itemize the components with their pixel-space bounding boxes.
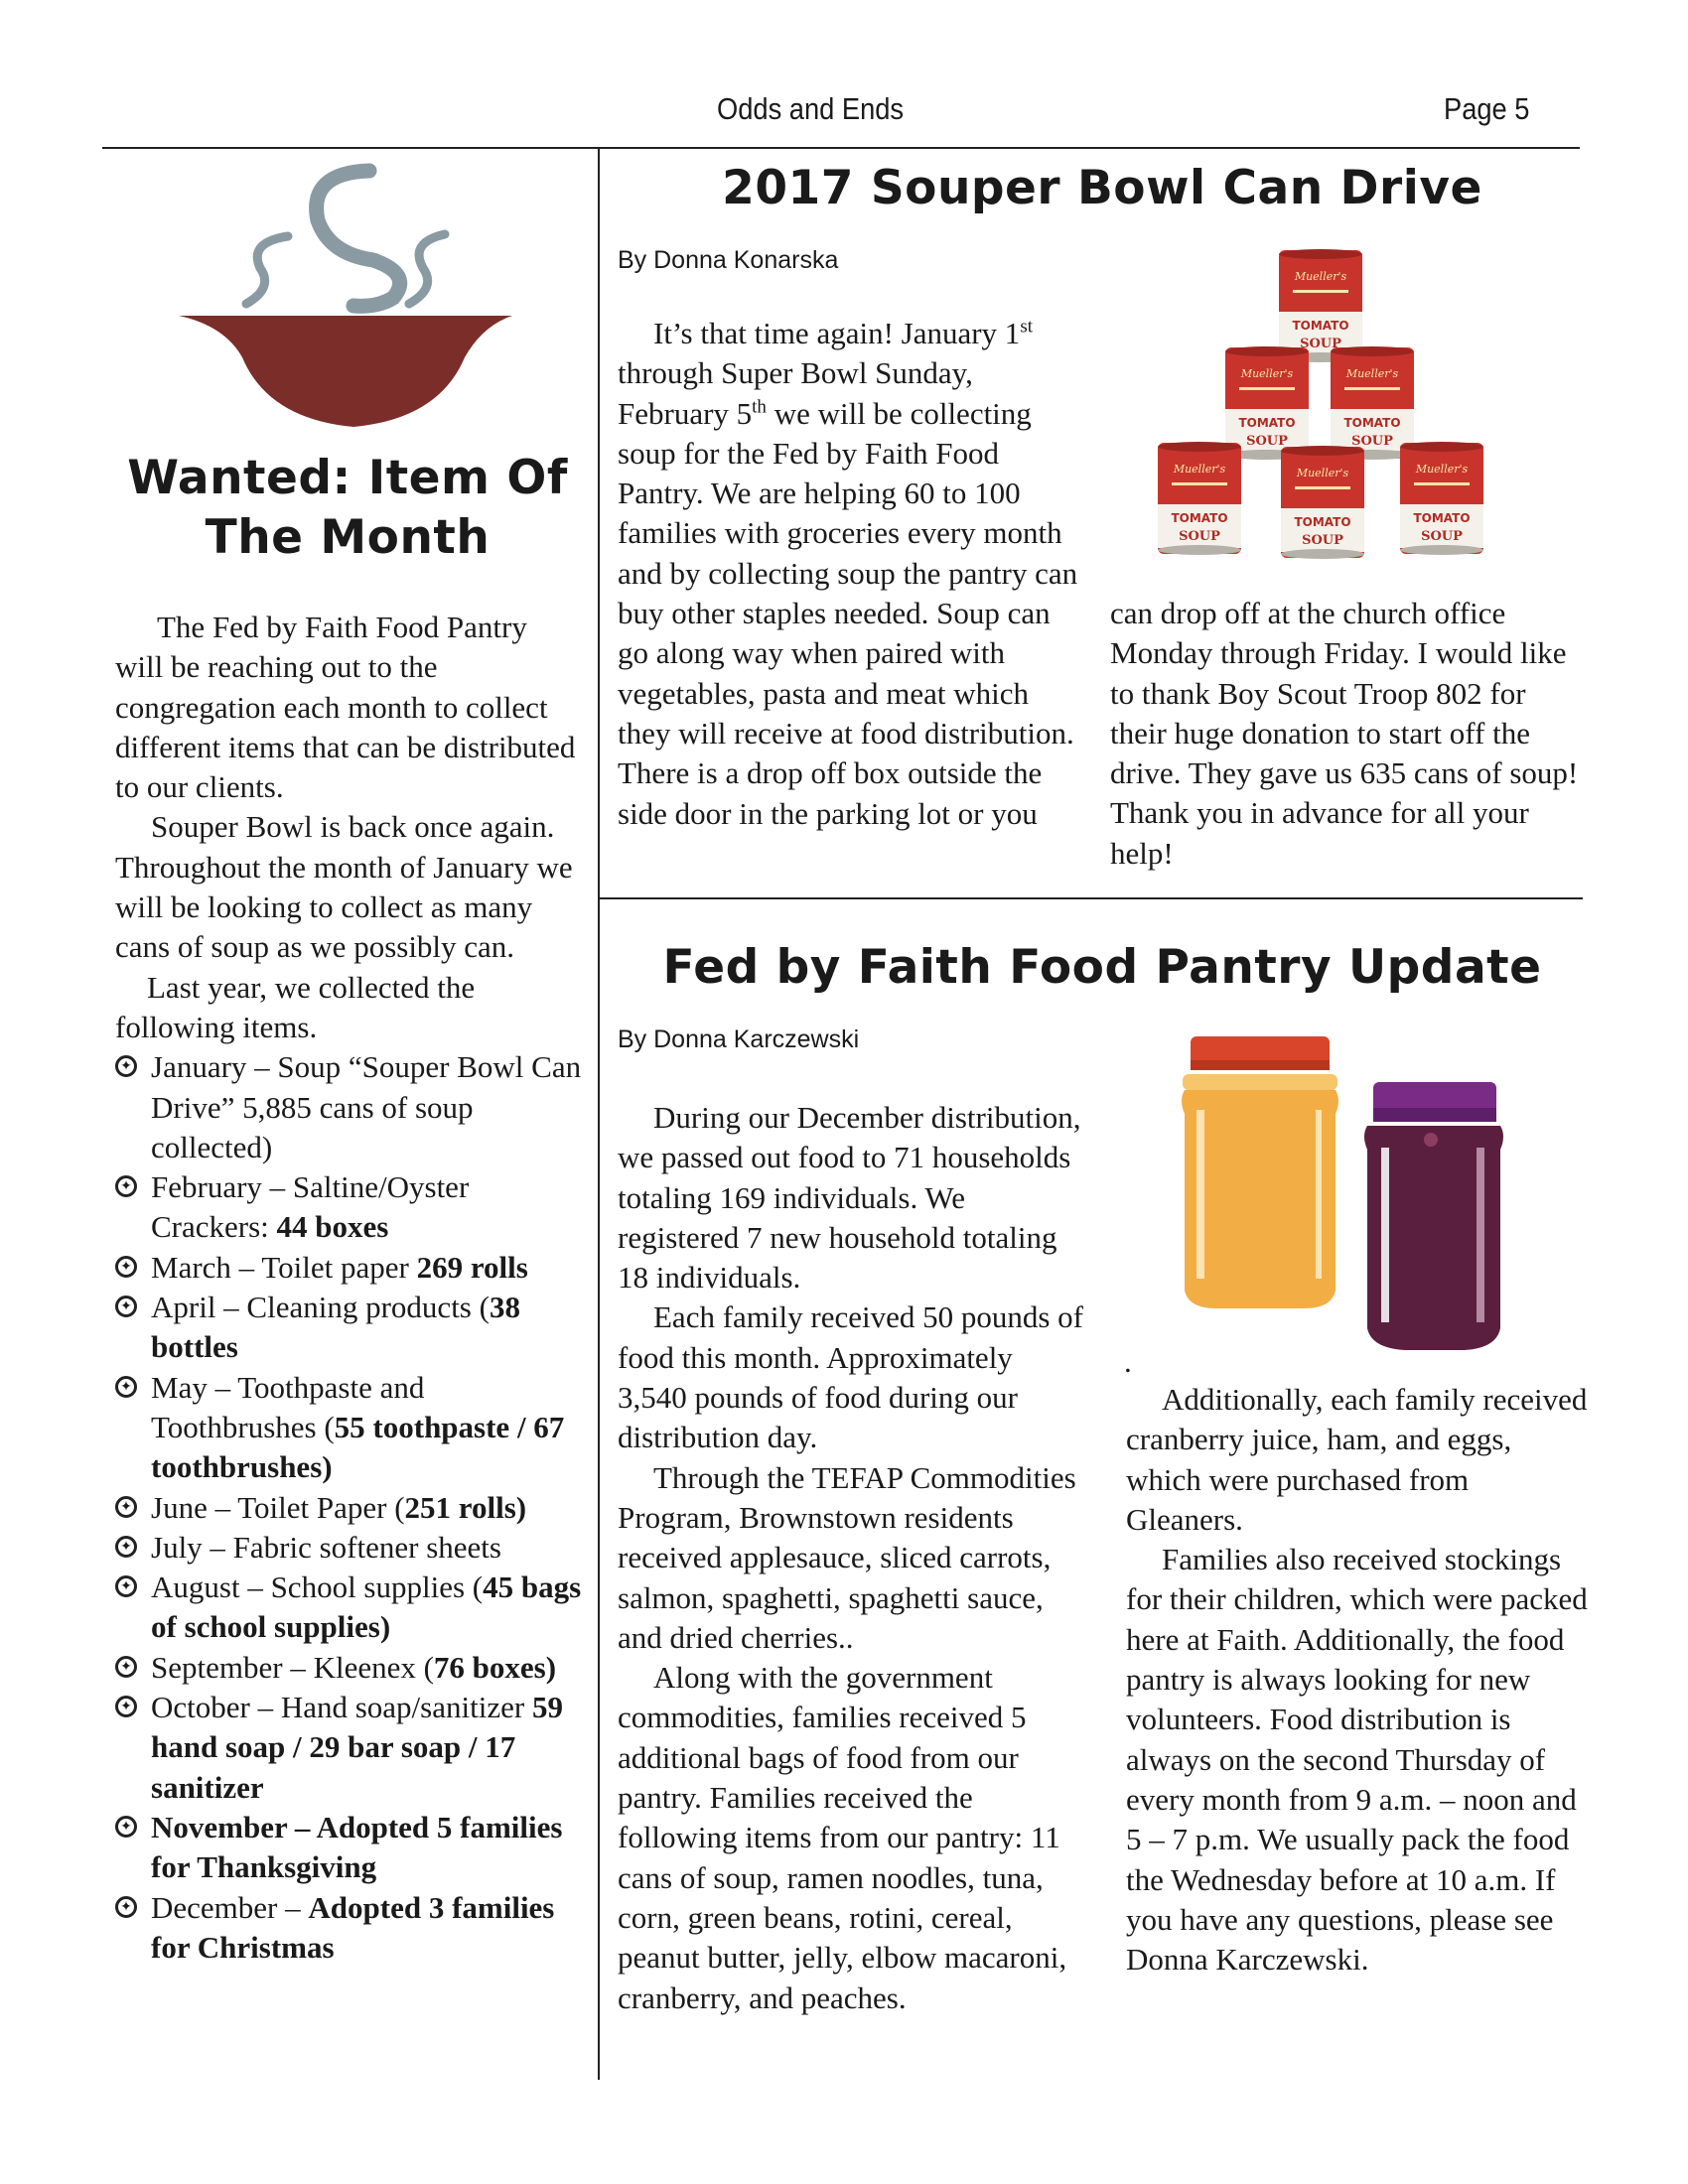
left-title-line2: The Month (205, 510, 491, 565)
list-item: ✦ June – Toilet Paper (251 rolls) (115, 1488, 582, 1528)
article1-paragraph-2: can drop off at the church office Monday through Friday. I would like to thank Boy Scout Troop 802 for their huge donation to start off the drive. They gave us 635 cans of soup! Thank you in advance for all your help! (1110, 596, 1579, 871)
column-divider (598, 149, 600, 2080)
article2-column-1 (618, 1098, 1084, 2018)
star-bullet-icon: ✦ (115, 1055, 137, 1077)
running-header-title: Odds and Ends (717, 91, 905, 126)
left-column-body (115, 608, 582, 1968)
soup-can-icon (1400, 442, 1483, 555)
soup-can-pyramid-icon: Mueller's TOMATO SOUP (1152, 248, 1489, 568)
left-paragraph-3: Last year, we collected the following items. (115, 969, 476, 1044)
star-bullet-icon: ✦ (115, 1256, 137, 1278)
star-bullet-icon: ✦ (115, 1816, 137, 1838)
star-bullet-icon: ✦ (115, 1536, 137, 1558)
peanut-butter-jelly-jars-icon (1177, 1030, 1504, 1358)
header-rule (102, 147, 1580, 149)
star-bullet-icon: ✦ (115, 1175, 137, 1197)
article1-column-1 (618, 314, 1084, 834)
star-bullet-icon: ✦ (115, 1376, 137, 1398)
left-paragraph-1: The Fed by Faith Food Pantry will be reaching out to the congregation each month to collect different items that can be distributed to our clients. (115, 610, 576, 805)
list-item: ✦ February – Saltine/Oyster Crackers: 44 boxes (115, 1167, 582, 1248)
soup-can-icon (1281, 446, 1364, 559)
star-bullet-icon: ✦ (115, 1575, 137, 1597)
star-bullet-icon: ✦ (115, 1896, 137, 1918)
list-item: ✦ March – Toilet paper 269 rolls (115, 1248, 582, 1288)
soup-bowl-icon (179, 159, 516, 437)
article1-paragraph-1: It’s that time again! January 1st through Super Bowl Sunday, February 5th we will be collecting soup for the Fed by Faith Food Pantry. We are helping 60 to 100 families with groceries every month and by collecting soup the pantry can buy other staples needed. Soup can go along way when paired with vegetables, pasta and meat which they will receive at food distribution. There is a drop off box outside the side door in the parking lot or you (618, 316, 1078, 831)
collected-items-list (115, 1047, 582, 1968)
article1-byline: By Donna Konarska (618, 246, 839, 274)
soup-can-icon (1225, 346, 1309, 460)
article2-paragraph-6: Families also received stockings for their children, which were packed here at Faith. Additionally, the food pantry is always looking for new volunteers. Food distribution is always on the second Thursday of every month from 9 a.m. – noon and 5 – 7 p.m. We usually pack the food the Wednesday before at 10 a.m. If you have any questions, please see Donna Karczewski. (1126, 1542, 1588, 1978)
list-item: ✦ December – Adopted 3 families for Christmas (115, 1888, 582, 1969)
soup-can-icon (1331, 346, 1414, 460)
article2-paragraph-4: Along with the government commodities, families received 5 additional bags of food from our pantry. Families received the following items from our pantry: 11 cans of soup, ramen noodles, tuna, corn, green beans, rotini, cereal, peanut butter, jelly, elbow macaroni, cranberry, and peaches. (618, 1660, 1067, 2015)
list-item: ✦ August – School supplies (45 bags of school supplies) (115, 1568, 582, 1648)
left-column-title (115, 449, 580, 568)
article2-paragraph-3: Through the TEFAP Commodities Program, Brownstown residents received applesauce, sliced carrots, salmon, spaghetti, spaghetti sauce, and dried cherries.. (618, 1459, 1076, 1655)
left-paragraph-2: Souper Bowl is back once again. Throughout the month of January we will be looking to collect as many cans of soup as we possibly can. (115, 809, 573, 965)
article2-paragraph-5: Additionally, each family received cranberry juice, ham, and eggs, which were purchased from Gleaners. (1126, 1382, 1588, 1537)
article2-paragraph-1: During our December distribution, we passed out food to 71 households totaling 169 individuals. We registered 7 new household totaling 18 individuals. (618, 1100, 1081, 1296)
article2-paragraph-2: Each family received 50 pounds of food this month. Approximately 3,540 pounds of food during our distribution day. (618, 1299, 1083, 1455)
page-number: Page 5 (1444, 91, 1530, 126)
star-bullet-icon: ✦ (115, 1296, 137, 1317)
left-title-line1: Wanted: Item Of (127, 451, 568, 505)
soup-can-icon (1279, 249, 1362, 362)
star-bullet-icon: ✦ (115, 1496, 137, 1518)
article2-column-2 (1126, 1380, 1593, 1979)
list-item: ✦ November – Adopted 5 families for Thanksgiving (115, 1808, 582, 1888)
star-bullet-icon: ✦ (115, 1696, 137, 1717)
article-divider (600, 897, 1583, 899)
article1-title: 2017 Souper Bowl Can Drive (722, 161, 1482, 215)
article1-column-2 (1110, 594, 1587, 874)
article2-byline: By Donna Karczewski (618, 1025, 860, 1053)
list-item: ✦ April – Cleaning products (38 bottles (115, 1288, 582, 1368)
list-item: ✦ July – Fabric softener sheets (115, 1528, 582, 1568)
list-item: ✦ January – Soup “Souper Bowl Can Drive” 5,885 cans of soup collected) (115, 1047, 582, 1167)
article2-title: Fed by Faith Food Pantry Update (662, 940, 1542, 995)
stray-period: . (1124, 1344, 1132, 1379)
soup-can-icon (1158, 442, 1241, 555)
list-item: ✦ May – Toothpaste and Toothbrushes (55 toothpaste / 67 toothbrushes) (115, 1368, 582, 1488)
star-bullet-icon: ✦ (115, 1656, 137, 1678)
list-item: ✦ September – Kleenex (76 boxes) (115, 1648, 582, 1688)
list-item: ✦ October – Hand soap/sanitizer 59 hand soap / 29 bar soap / 17 sanitizer (115, 1688, 582, 1808)
